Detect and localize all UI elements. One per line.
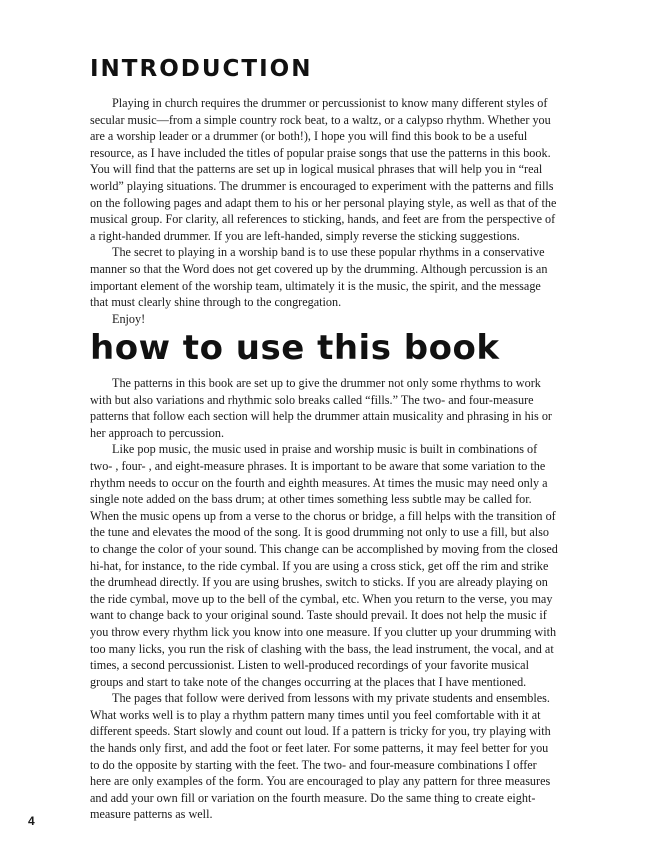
intro-paragraph-1: Playing in church requires the drummer or percussionist to know many different styles of secular music—from a simple country rock beat, to a waltz, or a calypso rhythm. Whether you are a worship leader or a drummer (or both!), I hope you will find this book to be a useful resource, as I have included the titles of popular praise songs that use the patterns in this book. You will find that the patterns are set up in logical musical phrases that will help you in “real world” playing situations. The drummer is encouraged to experiment with the patterns and fills on the following pages and adapt them to his or her personal playing style, as well as that of the musical group. For clarity, all references to sticking, hands, and feet are from the perspective of a right-handed drummer. If you are left-handed, simply reverse the sticking suggestions. xyxy=(90,96,557,243)
how-to-use-heading: how to use this book xyxy=(90,328,500,368)
howto-paragraph-2: Like pop music, the music used in praise and worship music is built in combinations of two- , four- , and eight-measure phrases. It is important to be aware that some variation to the rhythm needs to occur on the fourth and eighth measures. At times the music may need only a single note added on the bass drum; at other times something less subtle may be called for. When the music opens up from a verse to the chorus or bridge, a fill helps with the transition of the tune and elevates the mood of the song. It is good drumming not only to use a fill, but also to change the color of your sound. This change can be accomplished by moving from the closed hi-hat, for instance, to the ride cymbal. If you are using a cross stick, get off the rim and strike the drumhead directly. If you are using brushes, switch to sticks. If you are already playing on the ride cymbal, move up to the bell of the cymbal, etc. When you return to the verse, you may want to change back to your original sound. Taste should prevail. It does not help the music if you throw every rhythm lick you know into one measure. If you clutter up your drumming with too many licks, you run the risk of clashing with the bass, the lead instrument, the vocal, and at times, a second percussionist. Listen to well-produced recordings of your favorite musical groups and start to take note of the changes occurring at the places that I have mentioned. xyxy=(90,442,558,689)
introduction-body xyxy=(90,95,558,327)
how-to-use-body xyxy=(90,375,558,823)
intro-paragraph-2: The secret to playing in a worship band is to use these popular rhythms in a conservative manner so that the Word does not get covered up by the drumming. Although percussion is an important element of the worship team, ultimately it is the music, the spirit, and the message that must clearly shine through to the congregation. xyxy=(90,245,548,310)
page-number: 4 xyxy=(28,814,35,828)
introduction-heading: introduction xyxy=(90,45,313,84)
intro-paragraph-3: Enjoy! xyxy=(112,311,146,326)
howto-paragraph-1: The patterns in this book are set up to give the drummer not only some rhythms to work with but also variations and rhythmic solo breaks called “fills.” The two- and four-measure patterns that follow each section will help the drummer attain musicality and phrasing in his or her approach to percussion. xyxy=(90,376,552,440)
howto-paragraph-3: The pages that follow were derived from lessons with my private students and ensembles. What works well is to play a rhythm pattern many times until you feel comfortable with it at different speeds. Start slowly and count out loud. If a pattern is tricky for you, try playing with the hands only first, and add the foot or feet later. For some patterns, it may feel better for you to do the opposite by starting with the feet. The two- and four-measure combinations I offer here are only examples of the form. You are encouraged to play any pattern for three measures and add your own fill or variation on the fourth measure. Do the same thing to create eight-measure patterns as well. xyxy=(90,691,551,822)
